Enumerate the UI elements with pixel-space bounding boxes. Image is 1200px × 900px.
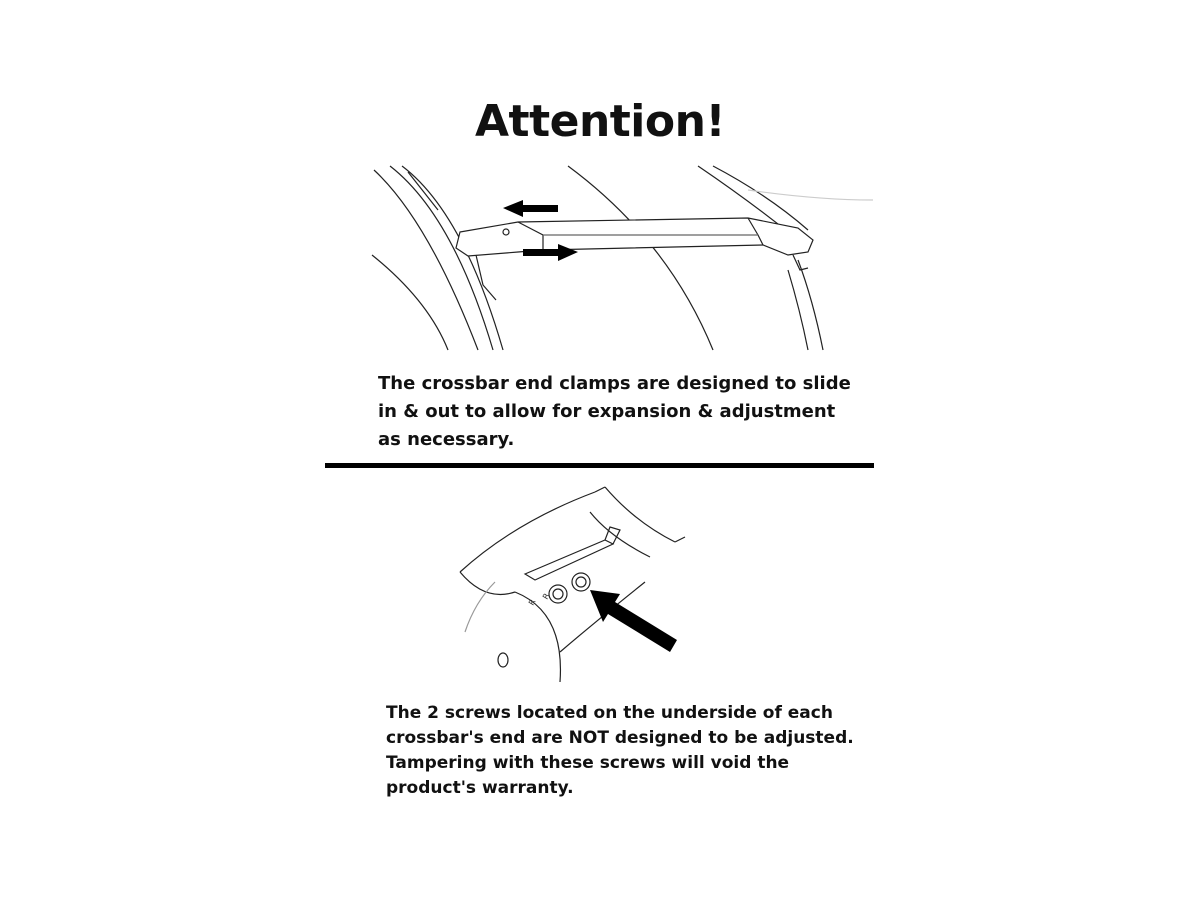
screw-pointer-arrow-icon — [590, 590, 677, 652]
crossbar-roof-illustration — [368, 160, 878, 355]
slide-clamp-instruction: The crossbar end clamps are designed to slide in & out to allow for expansion & adjustment as necessary. — [378, 373, 851, 450]
clamp-label-r2: R — [540, 591, 552, 601]
slide-out-arrow-icon — [503, 200, 558, 217]
clamp-label-r1: R — [526, 597, 538, 607]
section-divider — [325, 463, 874, 468]
crossbar-end-underside-illustration — [455, 482, 695, 684]
attention-title: Attention! — [474, 96, 726, 147]
screw-warning-text: The 2 screws located on the underside of each crossbar's end are NOT designed to be adjusted. Tampering with these screws will void the product's warranty. — [386, 703, 854, 798]
